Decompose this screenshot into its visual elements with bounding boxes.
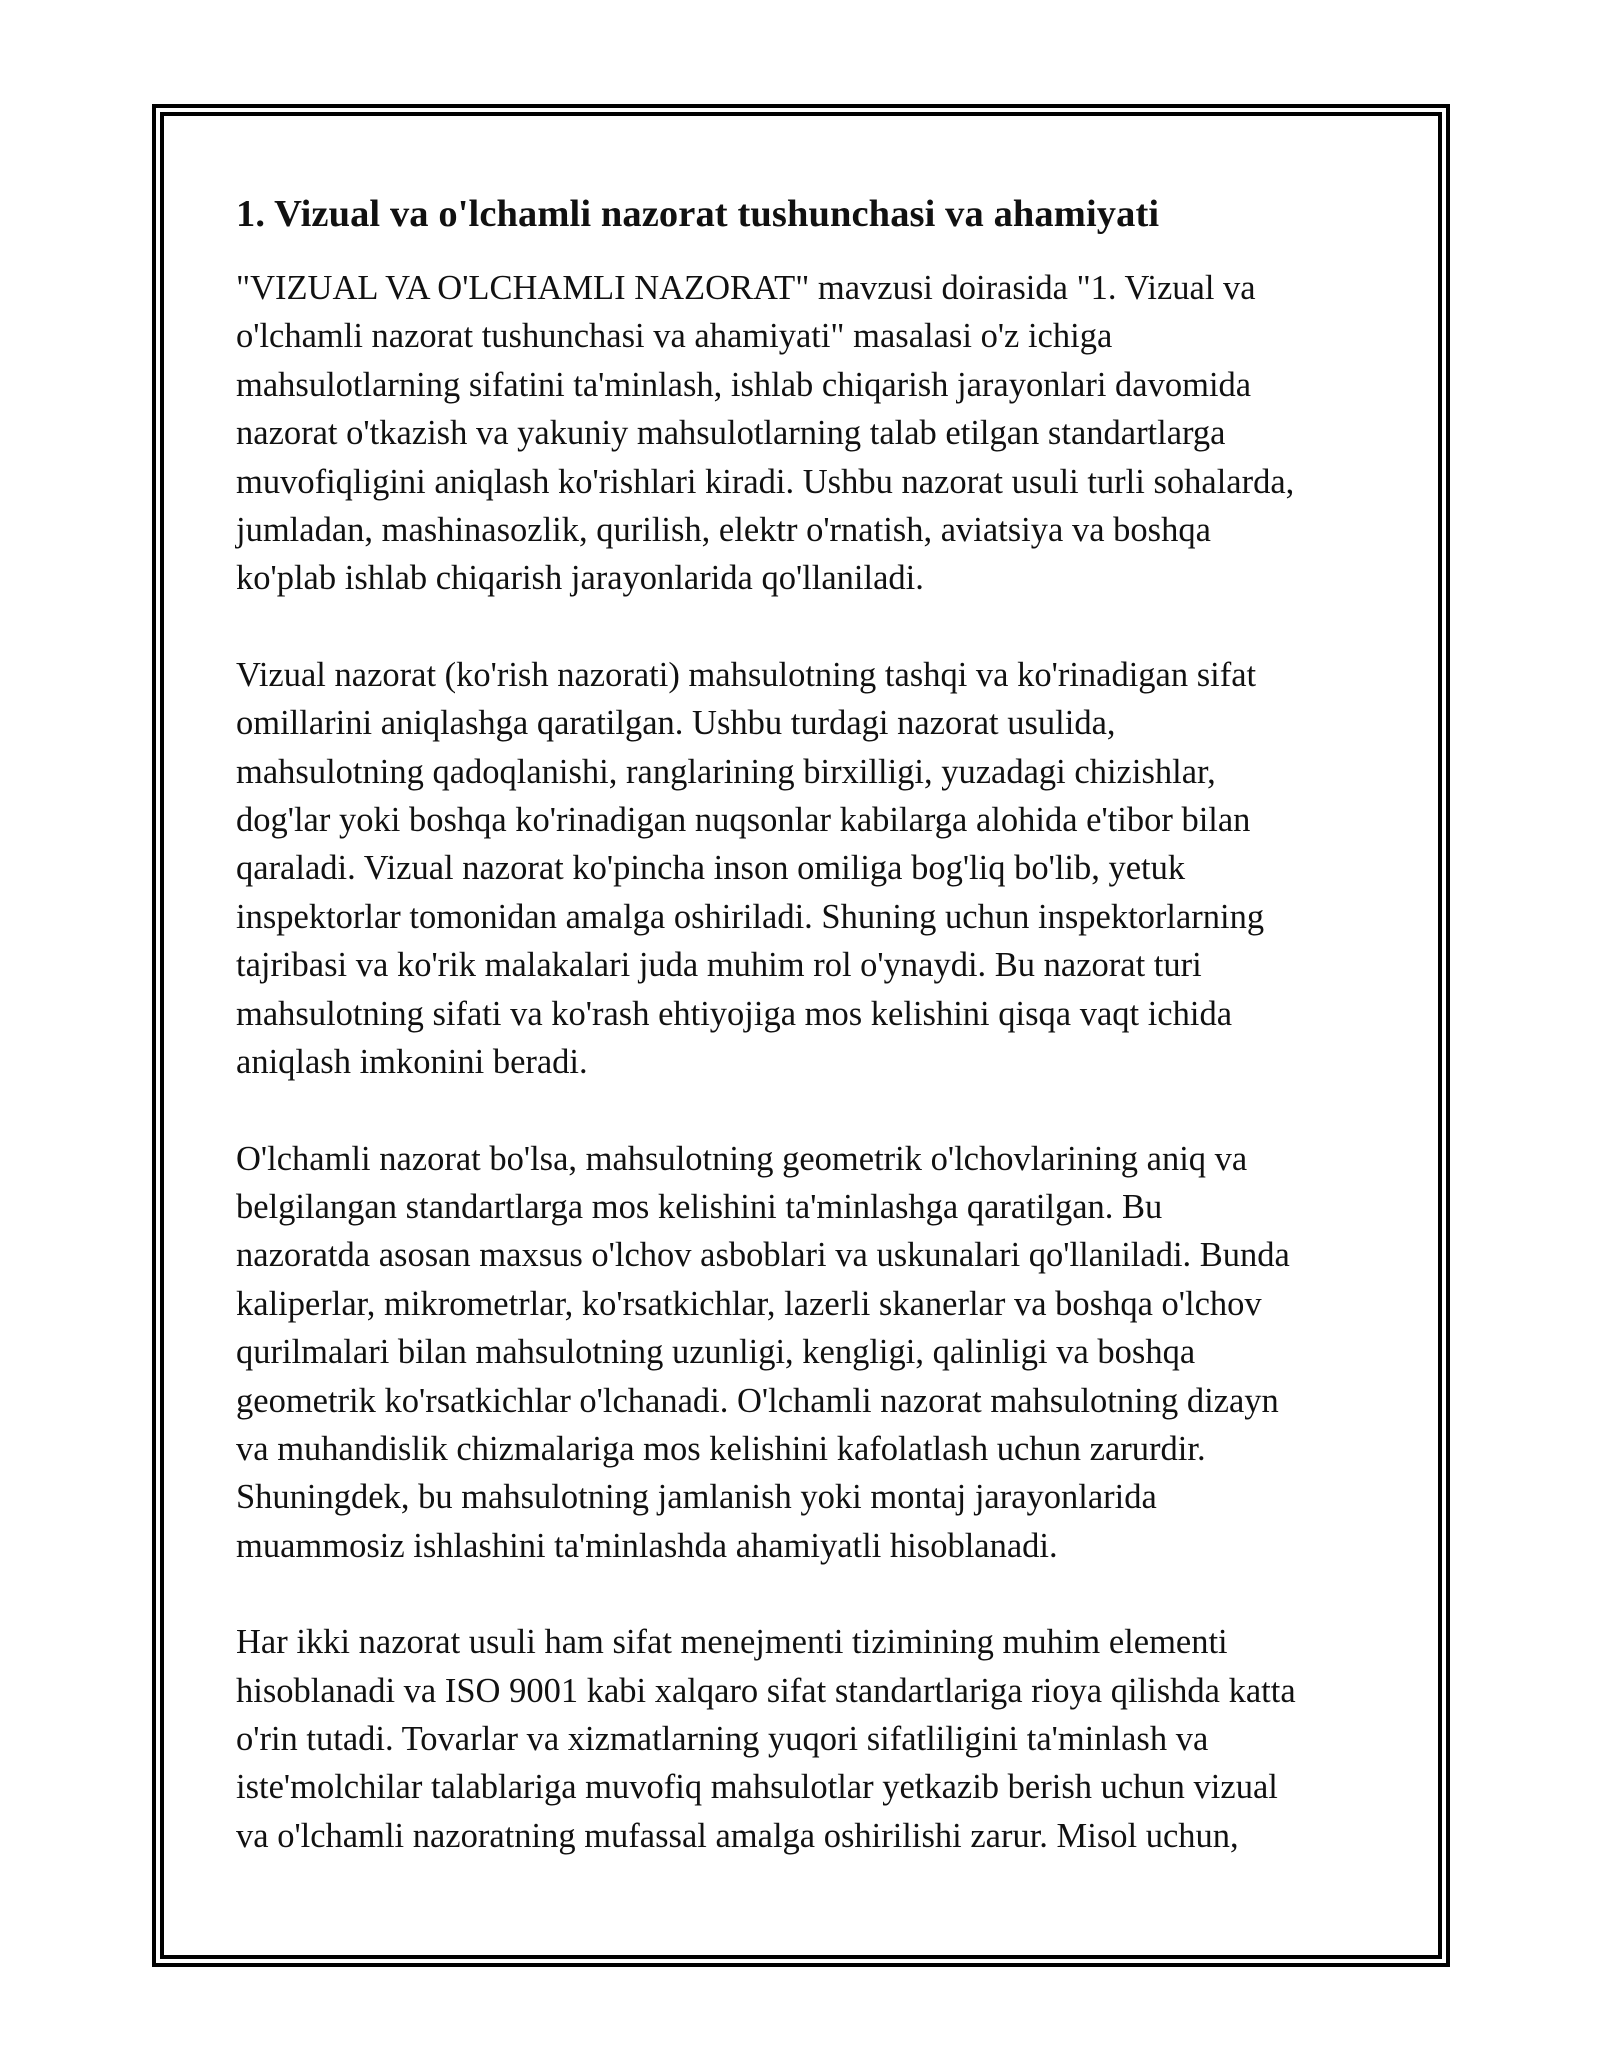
section-heading: 1. Vizual va o'lchamli nazorat tushunchasi va ahamiyati bbox=[236, 193, 1160, 235]
paragraph-quality-management: Har ikki nazorat usuli ham sifat menejmenti tizimining muhim elementi hisoblanadi va ISO 9001 kabi xalqaro sifat standartlariga rioya qilishda katta o'rin tutadi. Tovarlar va xizmatlarning yuqori sifatliligini ta'minlash va iste'molchilar talablariga muvofiq mahsulotlar yetkazib berish uchun vizual va o'lchamli nazoratning mufassal amalga oshirilishi zarur. Misol uchun, bbox=[236, 1623, 1296, 1855]
paragraph-visual-control: Vizual nazorat (ko'rish nazorati) mahsulotning tashqi va ko'rinadigan sifat omillarini aniqlashga qaratilgan. Ushbu turdagi nazorat usulida, mahsulotning qadoqlanishi, ranglarining birxilligi, yuzadagi chizishlar, dog'lar yoki boshqa ko'rinadigan nuqsonlar kabilarga alohida e'tibor bilan qaraladi. Vizual nazorat ko'pincha inson omiliga bog'liq bo'lib, yetuk inspektorlar tomonidan amalga oshiriladi. Shuning uchun inspektorlarning tajribasi va ko'rik malakalari juda muhim rol o'ynaydi. Bu nazorat turi mahsulotning sifati va ko'rash ehtiyojiga mos kelishini qisqa vaqt ichida aniqlash imkonini beradi. bbox=[236, 655, 1265, 1082]
paragraph-intro: "VIZUAL VA O'LCHAMLI NAZORAT" mavzusi doirasida "1. Vizual va o'lchamli nazorat tushunchasi va ahamiyati" masalasi o'z ichiga mahsulotlarning sifatini ta'minlash, ishlab chiqarish jarayonlari davomida nazorat o'tkazish va yakuniy mahsulotlarning talab etilgan standartlarga muvofiqligini aniqlash ko'rishlari kiradi. Ushbu nazorat usuli turli sohalarda, jumladan, mashinasozlik, qurilish, elektr o'rnatish, aviatsiya va boshqa ko'plab ishlab chiqarish jarayonlarida qo'llaniladi. bbox=[236, 269, 1295, 598]
document-body bbox=[236, 186, 1386, 1908]
paragraph-dimensional-control: O'lchamli nazorat bo'lsa, mahsulotning geometrik o'lchovlarining aniq va belgilangan standartlarga mos kelishini ta'minlashga qaratilgan. Bu nazoratda asosan maxsus o'lchov asboblari va uskunalari qo'llaniladi. Bunda kaliperlar, mikrometrlar, ko'rsatkichlar, lazerli skanerlar va boshqa o'lchov qurilmalari bilan mahsulotning uzunligi, kengligi, qalinligi va boshqa geometrik ko'rsatkichlar o'lchanadi. O'lchamli nazorat mahsulotning dizayn va muhandislik chizmalariga mos kelishini kafolatlash uchun zarurdir. Shuningdek, bu mahsulotning jamlanish yoki montaj jarayonlarida muammosiz ishlashini ta'minlashda ahamiyatli hisoblanadi. bbox=[236, 1139, 1290, 1565]
